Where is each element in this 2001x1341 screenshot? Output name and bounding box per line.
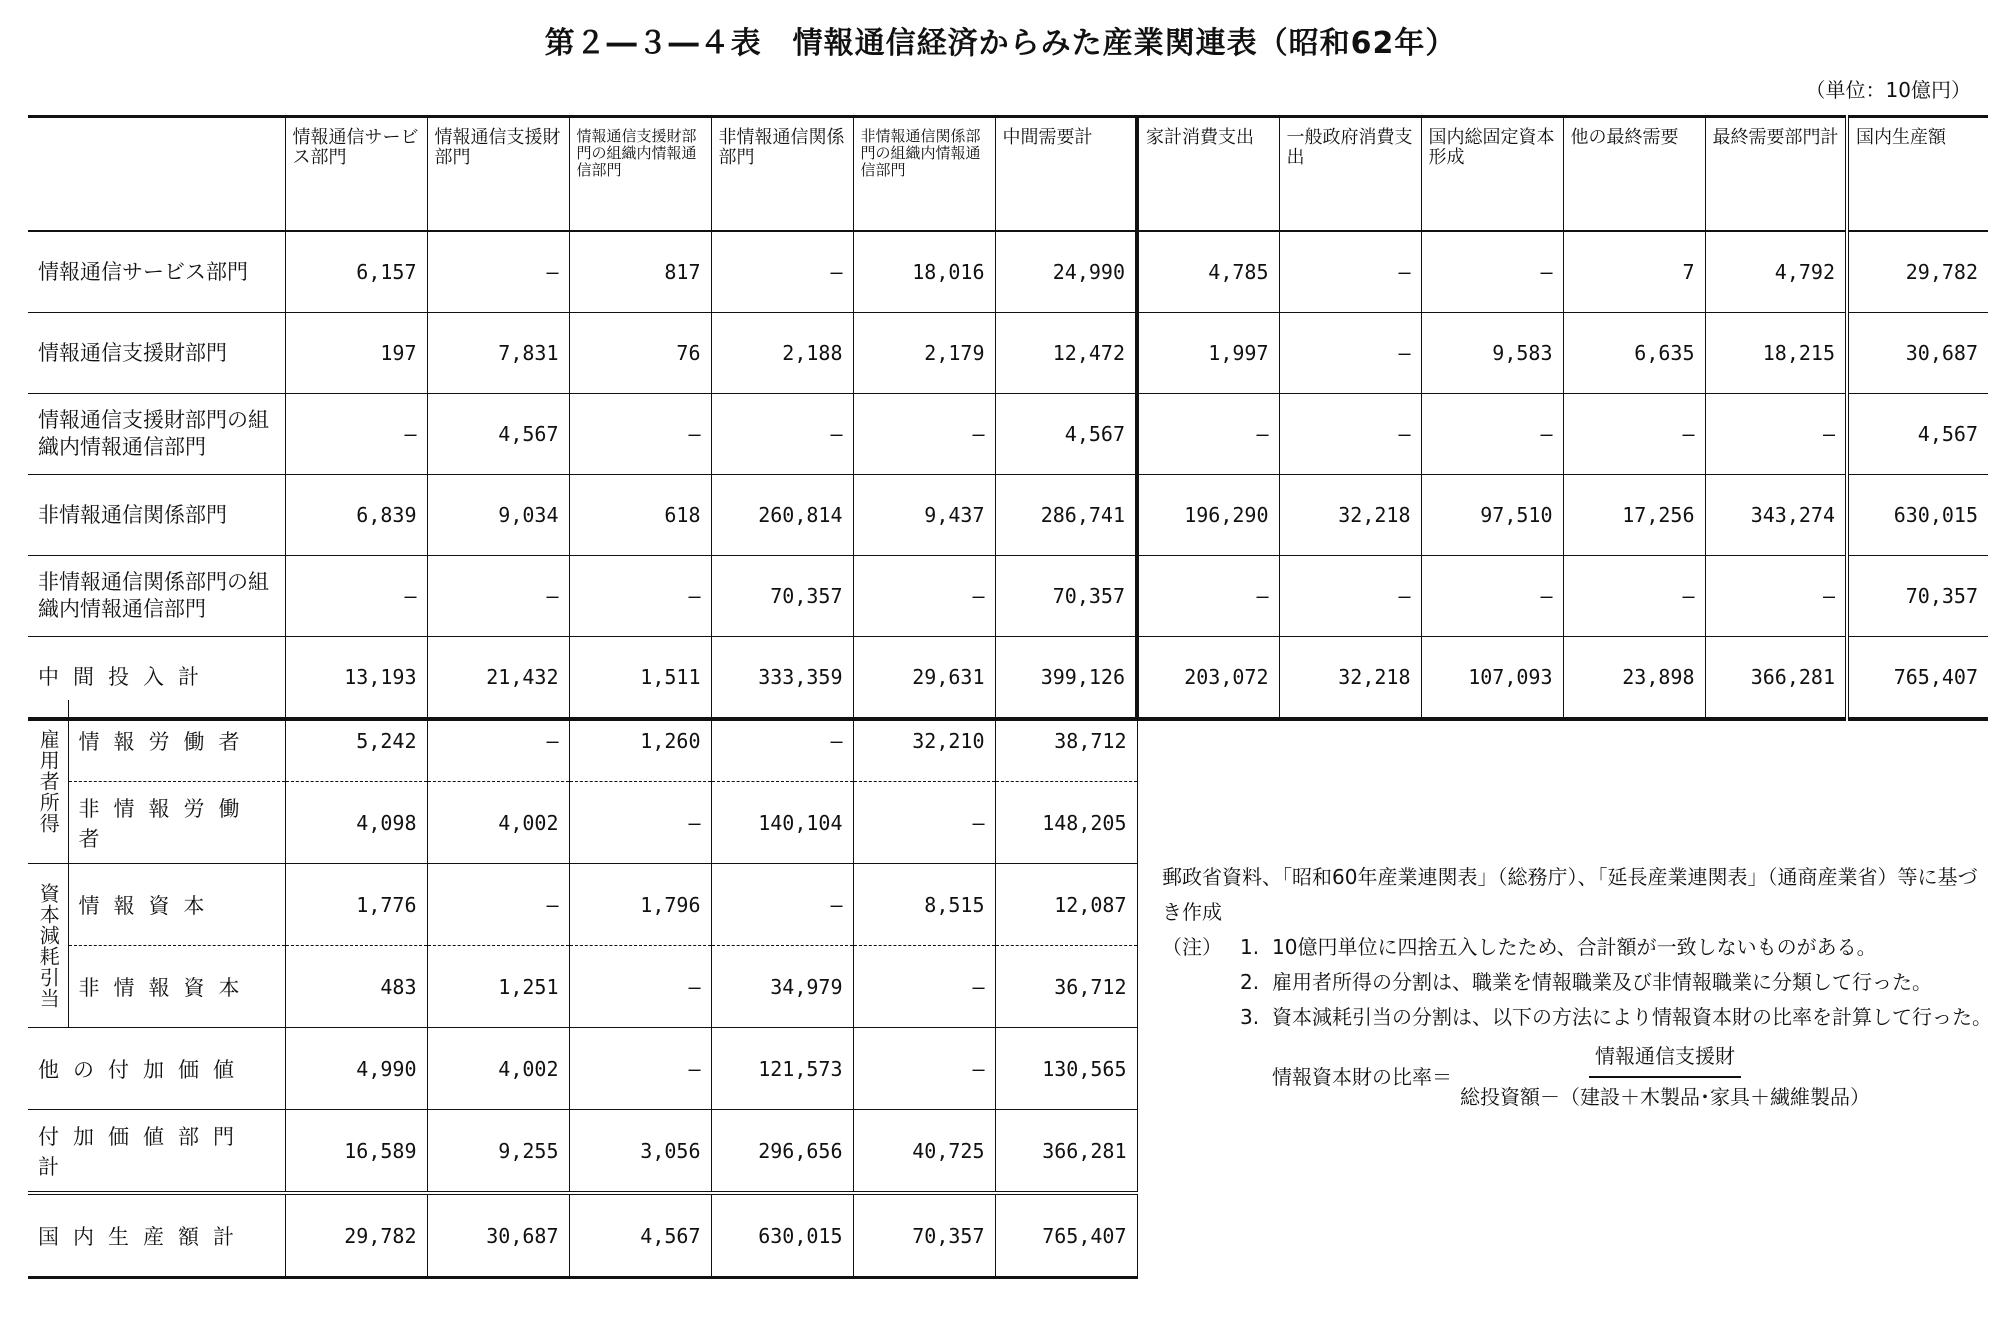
column-header: 一般政府消費支出 (1279, 117, 1421, 232)
table-body (28, 231, 1988, 719)
table-cell: 4,567 (569, 1193, 711, 1278)
table-cell: 7,831 (427, 313, 569, 394)
unit-label: （単位：10億円） (1805, 78, 1971, 102)
table-cell: 333,359 (711, 637, 853, 720)
table-cell: 29,782 (1847, 231, 1988, 313)
table-cell: 38,712 (995, 700, 1137, 782)
table-cell: 30,687 (427, 1193, 569, 1278)
table-cell: 32,218 (1279, 475, 1421, 556)
note-item (1240, 930, 1992, 965)
table-cell: 9,034 (427, 475, 569, 556)
table-cell: 1,511 (569, 637, 711, 720)
note-text: 10億円単位に四捨五入したため、合計額が一致しないものがある。 (1272, 935, 1877, 959)
group-label-text: 雇用者所得 (36, 729, 61, 834)
table-cell: ― (853, 556, 995, 637)
table-cell: 197 (285, 313, 427, 394)
table-cell: 40,725 (853, 1110, 995, 1194)
table-cell: ― (1421, 556, 1563, 637)
table-cell: ― (853, 782, 995, 864)
table-cell: ― (285, 394, 427, 475)
table-cell: 296,656 (711, 1110, 853, 1194)
table-cell: ― (569, 556, 711, 637)
table-row (28, 946, 1137, 1028)
table-cell: ― (569, 782, 711, 864)
table-cell: 32,218 (1279, 637, 1421, 720)
table-cell: 130,565 (995, 1028, 1137, 1110)
ratio-formula (1272, 1039, 1992, 1115)
table-cell: 13,193 (285, 637, 427, 720)
table-cell: 4,002 (427, 782, 569, 864)
table-cell: ― (1421, 394, 1563, 475)
table-row (28, 475, 1988, 556)
table-cell: 9,583 (1421, 313, 1563, 394)
table-cell: 765,407 (1847, 637, 1988, 720)
page-title: 第２―３―４表 情報通信経済からみた産業関連表（昭和62年） (544, 26, 1457, 61)
table-cell: 366,281 (1705, 637, 1847, 720)
table-cell: 17,256 (1563, 475, 1705, 556)
table-cell: 97,510 (1421, 475, 1563, 556)
table-cell: 196,290 (1137, 475, 1279, 556)
table-row (28, 556, 1988, 637)
table-row (28, 313, 1988, 394)
table-cell: 1,796 (569, 864, 711, 946)
table-cell: 12,087 (995, 864, 1137, 946)
table-cell: 34,979 (711, 946, 853, 1028)
table-cell: ― (711, 700, 853, 782)
table-cell: 4,567 (427, 394, 569, 475)
note-number: 2. (1240, 970, 1260, 994)
column-header: 中間需要計 (995, 117, 1137, 232)
table-cell: 30,687 (1847, 313, 1988, 394)
table-row (28, 700, 1137, 782)
row-label: 中間投入計 (28, 637, 285, 720)
column-header: 最終需要部門計 (1705, 117, 1847, 232)
column-header: 国内総固定資本形成 (1421, 117, 1563, 232)
formula-fraction (1454, 1039, 1876, 1115)
header-corner (28, 117, 285, 232)
table-cell: 76 (569, 313, 711, 394)
table-cell: 399,126 (995, 637, 1137, 720)
table-row (28, 231, 1988, 313)
table-cell: 29,631 (853, 637, 995, 720)
row-label: 情報資本 (68, 864, 285, 946)
note-number: 1. (1240, 935, 1260, 959)
table-cell: 6,635 (1563, 313, 1705, 394)
table-cell: 630,015 (711, 1193, 853, 1278)
note-number: 3. (1240, 1005, 1260, 1029)
notes-list (1162, 930, 1992, 1035)
table-cell: 12,472 (995, 313, 1137, 394)
table-cell: 7 (1563, 231, 1705, 313)
table-cell: 16,589 (285, 1110, 427, 1194)
row-label: 非情報労働者 (68, 782, 285, 864)
formula-numerator: 情報通信支援財 (1589, 1039, 1741, 1078)
table-header-row (28, 117, 1988, 232)
table-cell: 70,357 (853, 1193, 995, 1278)
table-cell: ― (1421, 231, 1563, 313)
table-cell: 1,260 (569, 700, 711, 782)
table-cell: 9,437 (853, 475, 995, 556)
table-row (28, 1028, 1137, 1110)
column-header: 情報通信支援財部門 (427, 117, 569, 232)
table-cell: ― (1705, 556, 1847, 637)
table-cell: 70,357 (711, 556, 853, 637)
table-cell: 4,567 (995, 394, 1137, 475)
table-cell: 107,093 (1421, 637, 1563, 720)
table-cell: 4,002 (427, 1028, 569, 1110)
note-item (1240, 1000, 1992, 1035)
table-cell: 70,357 (995, 556, 1137, 637)
value-added-table (28, 700, 1138, 1279)
row-label: 情報通信サービス部門 (28, 231, 285, 313)
table-cell: 18,215 (1705, 313, 1847, 394)
table-row (28, 782, 1137, 864)
table-cell: ― (1563, 556, 1705, 637)
table-cell: ― (1279, 556, 1421, 637)
table-cell: 260,814 (711, 475, 853, 556)
table-cell: 70,357 (1847, 556, 1988, 637)
table-cell: 32,210 (853, 700, 995, 782)
row-label: 非情報通信関係部門 (28, 475, 285, 556)
table-cell: ― (1137, 556, 1279, 637)
group-label-text: 資本減耗引当 (36, 882, 61, 1009)
table-cell: 36,712 (995, 946, 1137, 1028)
notes-block (1162, 860, 1992, 1115)
column-header: 他の最終需要 (1563, 117, 1705, 232)
table-cell: 121,573 (711, 1028, 853, 1110)
table-cell: 29,782 (285, 1193, 427, 1278)
table-cell: 18,016 (853, 231, 995, 313)
table-row (28, 394, 1988, 475)
table-cell: 765,407 (995, 1193, 1137, 1278)
formula-lhs: 情報資本財の比率＝ (1272, 1064, 1452, 1089)
table-cell: ― (569, 1028, 711, 1110)
table-cell: ― (285, 556, 427, 637)
table-cell: ― (1279, 394, 1421, 475)
table-cell: 343,274 (1705, 475, 1847, 556)
row-label: 他の付加価値 (28, 1028, 285, 1110)
table-cell: ― (711, 394, 853, 475)
table-cell: ― (1705, 394, 1847, 475)
source-text: 郵政省資料、「昭和60年産業連関表」（総務庁）、「延長産業連関表」（通商産業省）等に基づき作成 (1162, 865, 1978, 924)
table-cell: 817 (569, 231, 711, 313)
table-cell: 286,741 (995, 475, 1137, 556)
table-cell: ― (1563, 394, 1705, 475)
table-row (28, 1110, 1137, 1194)
row-label: 情報労働者 (68, 700, 285, 782)
table-cell: 3,056 (569, 1110, 711, 1194)
value-added-body (28, 700, 1137, 1278)
group-label (28, 700, 68, 864)
table-cell: 1,776 (285, 864, 427, 946)
table-cell: 23,898 (1563, 637, 1705, 720)
table-cell: ― (711, 864, 853, 946)
table-cell: 4,990 (285, 1028, 427, 1110)
table-cell: 5,242 (285, 700, 427, 782)
table-cell: 366,281 (995, 1110, 1137, 1194)
table-cell: 4,567 (1847, 394, 1988, 475)
table-cell: 1,251 (427, 946, 569, 1028)
table-cell: 2,188 (711, 313, 853, 394)
table-cell: 4,098 (285, 782, 427, 864)
table-cell: ― (427, 700, 569, 782)
table-cell: ― (427, 864, 569, 946)
table-cell: 203,072 (1137, 637, 1279, 720)
column-header: 国内生産額 (1847, 117, 1988, 232)
table-cell: 140,104 (711, 782, 853, 864)
table-cell: 21,432 (427, 637, 569, 720)
table-cell: 2,179 (853, 313, 995, 394)
column-header: 情報通信支援財部門の組織内情報通信部門 (569, 117, 711, 232)
table-cell: 8,515 (853, 864, 995, 946)
table-cell: 4,792 (1705, 231, 1847, 313)
table-cell: ― (853, 946, 995, 1028)
table-cell: 618 (569, 475, 711, 556)
note-text: 資本減耗引当の分割は、以下の方法により情報資本財の比率を計算して行った。 (1272, 1005, 1992, 1029)
table-cell: 630,015 (1847, 475, 1988, 556)
table-cell: ― (569, 946, 711, 1028)
table-cell: ― (427, 556, 569, 637)
table-cell: ― (711, 231, 853, 313)
note-text: 雇用者所得の分割は、職業を情報職業及び非情報職業に分類して行った。 (1272, 970, 1932, 994)
table-cell: ― (853, 1028, 995, 1110)
table-cell: 6,839 (285, 475, 427, 556)
table-cell: ― (853, 394, 995, 475)
note-head: （注） (1162, 935, 1222, 959)
formula-denominator: 総投資額－（建設＋木製品･家具＋繊維製品） (1460, 1085, 1870, 1109)
table-cell: 1,997 (1137, 313, 1279, 394)
row-label: 国内生産額計 (28, 1193, 285, 1278)
table-cell: ― (1279, 313, 1421, 394)
column-header: 非情報通信関係部門の組織内情報通信部門 (853, 117, 995, 232)
row-label: 付加価値部門計 (28, 1110, 285, 1194)
table-cell: ― (1279, 231, 1421, 313)
table-cell: ― (1137, 394, 1279, 475)
table-cell: ― (427, 231, 569, 313)
io-table (28, 115, 1988, 721)
table-cell: 4,785 (1137, 231, 1279, 313)
table-cell: 9,255 (427, 1110, 569, 1194)
column-header: 情報通信サービス部門 (285, 117, 427, 232)
table-row (28, 1193, 1137, 1278)
table-cell: 483 (285, 946, 427, 1028)
column-header: 非情報通信関係部門 (711, 117, 853, 232)
group-label (28, 864, 68, 1028)
note-item (1240, 965, 1992, 1000)
table-cell: 24,990 (995, 231, 1137, 313)
table-cell: 6,157 (285, 231, 427, 313)
row-label: 非情報資本 (68, 946, 285, 1028)
row-label: 情報通信支援財部門の組織内情報通信部門 (28, 394, 285, 475)
table-row (28, 864, 1137, 946)
row-label: 情報通信支援財部門 (28, 313, 285, 394)
table-cell: ― (569, 394, 711, 475)
table-cell: 148,205 (995, 782, 1137, 864)
row-label: 非情報通信関係部門の組織内情報通信部門 (28, 556, 285, 637)
column-header: 家計消費支出 (1137, 117, 1279, 232)
